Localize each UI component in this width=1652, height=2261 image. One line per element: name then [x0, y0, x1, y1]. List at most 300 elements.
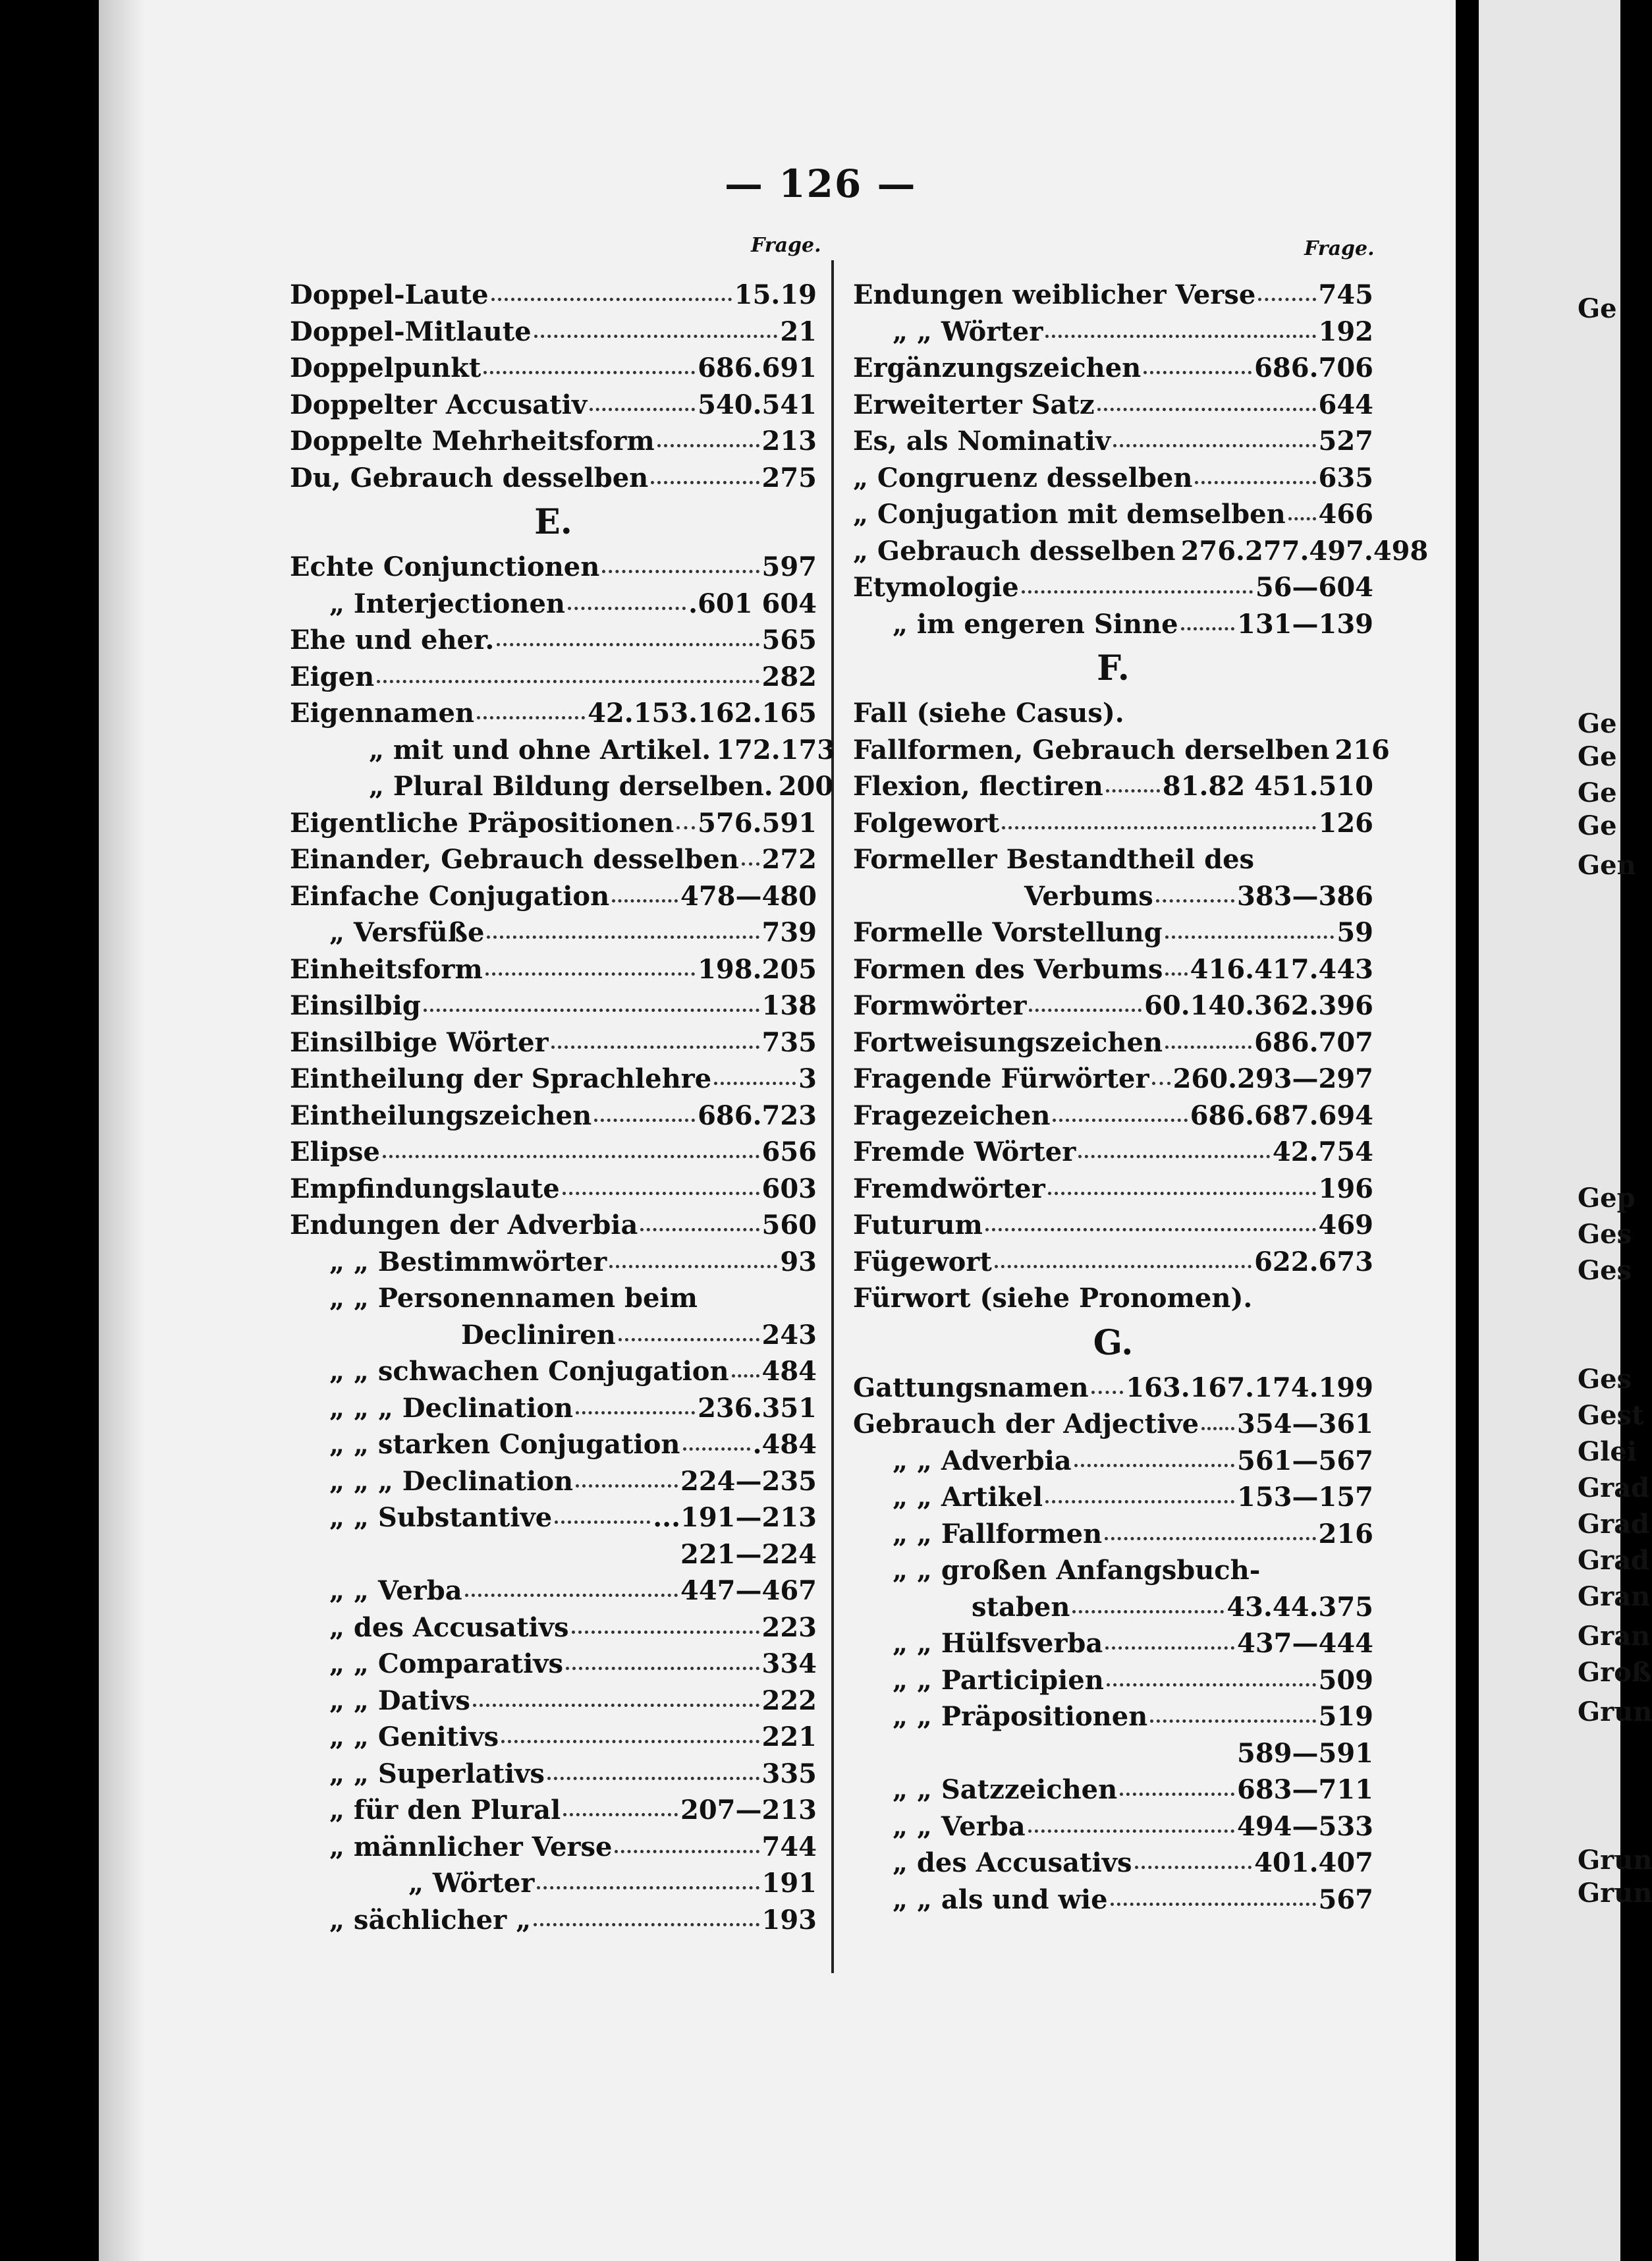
dot-leader — [1111, 1903, 1316, 1906]
dot-leader — [1029, 1009, 1142, 1012]
index-entry — [290, 1792, 817, 1829]
dot-leader — [612, 899, 678, 903]
entry-term: Einheitsform — [290, 953, 483, 985]
entry-term: Du, Gebrauch desselben — [290, 462, 649, 493]
entry-question-numbers: 744 — [761, 1831, 817, 1862]
dot-leader — [619, 1338, 759, 1341]
index-entry — [853, 1370, 1373, 1407]
entry-term: „ „ Bestimmwörter — [329, 1246, 607, 1277]
entry-term: Fallformen, Gebrauch derselben — [853, 734, 1330, 766]
entry-term: „ im engeren Sinne — [893, 608, 1178, 640]
index-entry — [290, 549, 817, 586]
dot-leader — [985, 1228, 1316, 1231]
entry-term: Decliniren — [461, 1319, 616, 1351]
dot-leader — [487, 935, 759, 939]
entry-question-numbers: 447—467 — [680, 1575, 817, 1606]
dot-leader — [547, 1777, 759, 1780]
edge-fragment: Ge — [1578, 777, 1617, 808]
entry-term: Fall (siehe Casus). — [853, 698, 1124, 729]
entry-question-numbers: ...191—213 — [653, 1502, 817, 1533]
index-entry — [290, 1024, 817, 1061]
dot-leader — [1028, 1829, 1234, 1833]
entry-question-numbers: 43.44.375 — [1226, 1591, 1373, 1623]
entry-question-numbers: 686.707 — [1254, 1026, 1373, 1058]
entry-term: Flexion, flectiren — [853, 771, 1103, 802]
index-entry — [853, 805, 1373, 842]
entry-term: Doppelter Accusativ — [290, 389, 588, 420]
dot-leader — [1165, 972, 1187, 976]
entry-question-numbers: 644 — [1318, 389, 1373, 420]
entry-question-numbers: .484 — [752, 1429, 817, 1460]
entry-term: Eigentliche Präpositionen — [290, 807, 675, 839]
entry-question-numbers: 243 — [761, 1319, 817, 1351]
dot-leader — [1053, 1119, 1187, 1122]
entry-term: Doppel-Laute — [290, 279, 489, 310]
index-entry — [853, 1024, 1373, 1061]
index-entry — [853, 695, 1373, 732]
dot-leader — [1165, 935, 1335, 939]
entry-term: Doppelpunkt — [290, 352, 482, 383]
edge-fragment: Grad — [1578, 1472, 1650, 1503]
index-entry — [290, 659, 817, 696]
dot-leader — [477, 716, 585, 719]
dot-leader — [534, 335, 778, 338]
entry-term: „ Versfüße — [329, 917, 485, 948]
index-entry — [853, 1134, 1373, 1171]
dot-leader — [576, 1484, 678, 1488]
entry-question-numbers: 565 — [761, 625, 817, 656]
entry-question-numbers: 192 — [1318, 316, 1373, 347]
dot-leader — [742, 862, 759, 866]
entry-term: „ „ Verba — [329, 1575, 462, 1606]
entry-question-numbers: 334 — [761, 1648, 817, 1679]
index-entry — [290, 695, 817, 732]
edge-fragment: Grun — [1578, 1878, 1652, 1909]
entry-term: Etymologie — [853, 572, 1019, 603]
index-entry — [853, 878, 1373, 915]
dot-leader — [1072, 1610, 1224, 1613]
entry-question-numbers: 484 — [761, 1356, 817, 1387]
dot-leader — [1091, 1391, 1124, 1394]
index-entry — [290, 1646, 817, 1683]
index-entry — [290, 1207, 817, 1244]
dot-leader — [1181, 627, 1234, 630]
entry-term: Futurum — [853, 1210, 983, 1241]
entry-term: Fügewort — [853, 1246, 992, 1277]
entry-question-numbers: 335 — [761, 1758, 817, 1789]
index-entry — [290, 314, 817, 350]
entry-question-numbers: 603 — [761, 1173, 817, 1204]
edge-fragment: Ges — [1578, 1219, 1632, 1250]
index-entry — [853, 1882, 1373, 1918]
dot-leader — [1156, 899, 1234, 903]
index-entry — [853, 606, 1373, 643]
entry-question-numbers: 81.82 451.510 — [1162, 771, 1373, 802]
entry-question-numbers: 576.591 — [698, 807, 817, 839]
entry-term: Doppelte Mehrheitsform — [290, 426, 655, 457]
index-entry — [853, 1589, 1373, 1626]
entry-question-numbers: 519 — [1318, 1701, 1373, 1732]
entry-term: Fortweisungszeichen — [853, 1026, 1163, 1058]
index-entry — [290, 1683, 817, 1719]
dot-leader — [1107, 1683, 1316, 1687]
index-entry — [853, 1061, 1373, 1098]
entry-question-numbers: 494—533 — [1237, 1810, 1373, 1842]
index-entry — [290, 277, 817, 314]
edge-fragment: Ge — [1578, 708, 1617, 739]
index-entry — [853, 387, 1373, 424]
index-entry — [290, 1244, 817, 1281]
entry-question-numbers: 527 — [1318, 426, 1373, 457]
entry-term: Empfindungslaute — [290, 1173, 560, 1204]
entry-question-numbers: 172.173 — [716, 734, 836, 766]
edge-fragment: Ge — [1578, 810, 1617, 841]
dot-leader — [1002, 826, 1315, 829]
index-entry — [853, 1207, 1373, 1244]
entry-question-numbers: 560 — [761, 1210, 817, 1241]
entry-question-numbers: 196 — [1318, 1173, 1373, 1204]
index-entry — [853, 569, 1373, 606]
edge-fragment: Gran — [1578, 1621, 1651, 1652]
edge-fragment: Gep — [1578, 1183, 1636, 1214]
index-entry — [853, 1662, 1373, 1699]
entry-question-numbers: 42.153.162.165 — [588, 698, 817, 729]
index-entry — [290, 423, 817, 460]
entry-question-numbers: 686.706 — [1254, 352, 1373, 383]
entry-term: Eigennamen — [290, 698, 475, 729]
edge-fragment: Grun — [1578, 1845, 1652, 1876]
dot-leader — [563, 1813, 678, 1816]
column-divider — [831, 260, 834, 1973]
entry-term: „ „ Fallformen — [893, 1518, 1103, 1549]
index-entry — [290, 768, 834, 805]
dot-leader — [1074, 1464, 1234, 1467]
dot-leader — [683, 1447, 750, 1451]
index-column-left — [290, 277, 836, 1938]
index-entry — [290, 1171, 817, 1208]
index-entry — [853, 1698, 1373, 1735]
entry-term: Elipse — [290, 1136, 380, 1167]
dot-leader — [424, 1009, 759, 1012]
dot-leader — [651, 481, 759, 484]
entry-term: „ Wörter — [408, 1868, 535, 1899]
dot-leader — [566, 1667, 759, 1670]
entry-question-numbers: 567 — [1318, 1884, 1373, 1915]
dot-leader — [1135, 1866, 1252, 1869]
entry-question-numbers: 622.673 — [1254, 1246, 1373, 1277]
entry-term: „ „ „ Declination — [329, 1465, 574, 1497]
entry-question-numbers: 466 — [1318, 499, 1373, 530]
entry-question-numbers: 221 — [761, 1721, 817, 1752]
entry-term: „ „ Artikel — [893, 1482, 1043, 1513]
entry-term: Einsilbig — [290, 990, 421, 1021]
dot-leader — [485, 972, 695, 976]
dot-leader — [615, 1850, 759, 1853]
entry-term: Formeller Bestandtheil des — [853, 844, 1255, 875]
entry-question-numbers: 656 — [761, 1136, 817, 1167]
entry-term: „ für den Plural — [329, 1795, 561, 1826]
index-entry — [290, 1353, 817, 1390]
index-entry — [853, 1625, 1373, 1662]
index-entry — [853, 314, 1373, 350]
index-entry — [290, 914, 817, 951]
entry-question-numbers: 686.723 — [698, 1100, 817, 1131]
dot-leader — [657, 444, 759, 447]
index-entry — [853, 1280, 1373, 1317]
edge-fragment: Gran — [1578, 1581, 1651, 1612]
entry-term: „ „ als und wie — [893, 1884, 1108, 1915]
dot-leader — [491, 298, 732, 301]
entry-question-numbers: 509 — [1318, 1664, 1373, 1696]
index-entry — [853, 1552, 1373, 1589]
entry-question-numbers: 540.541 — [698, 389, 817, 420]
index-entry — [290, 1280, 817, 1317]
index-entry — [290, 1499, 817, 1536]
entry-term: Fremde Wörter — [853, 1136, 1076, 1167]
dot-leader — [1106, 789, 1160, 793]
index-entry — [853, 1244, 1373, 1281]
entry-question-numbers: 216 — [1318, 1518, 1373, 1549]
entry-term: Formelle Vorstellung — [853, 917, 1163, 948]
entry-question-numbers: 478—480 — [680, 880, 817, 912]
edge-fragment: Ge — [1578, 741, 1617, 772]
index-entry — [290, 1061, 817, 1098]
section-letter: G. — [1093, 1322, 1134, 1363]
dot-leader — [465, 1594, 678, 1597]
entry-term: Fragende Fürwörter — [853, 1063, 1149, 1094]
index-entry — [853, 350, 1373, 387]
index-entry — [853, 533, 1429, 570]
dot-leader — [1165, 1046, 1252, 1049]
entry-term: Eintheilung der Sprachlehre — [290, 1063, 712, 1094]
index-entry — [853, 1845, 1373, 1882]
index-entry — [290, 622, 817, 659]
dot-leader — [1288, 517, 1316, 520]
edge-fragment: Gen — [1578, 850, 1636, 881]
entry-term: „ Plural Bildung derselben. — [369, 771, 773, 802]
dot-leader — [555, 1521, 650, 1524]
entry-term: „ „ Superlativs — [329, 1758, 545, 1789]
entry-term: „ Gebrauch desselben — [853, 535, 1176, 567]
entry-term: Ehe und eher. — [290, 625, 495, 656]
dot-leader — [576, 1411, 695, 1414]
entry-term: „ „ starken Conjugation — [329, 1429, 680, 1460]
entry-question-numbers: 163.167.174.199 — [1126, 1372, 1373, 1403]
index-entry — [290, 387, 817, 424]
index-entry — [853, 277, 1373, 314]
dot-leader — [1048, 1192, 1316, 1195]
index-entry — [853, 1808, 1373, 1845]
index-entry — [290, 805, 817, 842]
index-entry — [853, 732, 1390, 769]
edge-fragment: Gest — [1578, 1400, 1644, 1431]
entry-term: Einander, Gebrauch desselben — [290, 844, 739, 875]
index-entry — [290, 1317, 817, 1354]
index-entry — [290, 1573, 817, 1609]
dot-leader — [537, 1886, 759, 1889]
entry-term: „ „ Präpositionen — [893, 1701, 1148, 1732]
dot-leader — [1045, 335, 1315, 338]
index-entry — [853, 1098, 1373, 1134]
entry-term: „ „ „ Declination — [329, 1392, 574, 1424]
entry-term: Formen des Verbums — [853, 953, 1163, 985]
index-entry — [853, 1406, 1373, 1443]
entry-term: Einsilbige Wörter — [290, 1026, 549, 1058]
edge-fragment: Ge — [1578, 293, 1617, 324]
index-entry — [290, 586, 817, 623]
entry-question-numbers: 416.417.443 — [1190, 953, 1373, 985]
entry-question-numbers: 131—139 — [1237, 608, 1373, 640]
dot-leader — [676, 826, 695, 829]
entry-question-numbers: 597 — [761, 551, 817, 582]
dot-leader — [732, 1374, 759, 1378]
entry-question-numbers: 198.205 — [698, 953, 817, 985]
edge-fragment: Grad — [1578, 1545, 1650, 1576]
index-entry — [290, 878, 817, 915]
entry-question-numbers: 59 — [1336, 917, 1373, 948]
entry-term: „ „ großen Anfangsbuch- — [893, 1555, 1261, 1586]
dot-leader — [594, 1119, 695, 1122]
entry-term: Folgewort — [853, 807, 1000, 839]
edge-fragment: Ges — [1578, 1364, 1632, 1395]
index-column-right — [853, 277, 1429, 1918]
index-entry — [290, 1719, 817, 1756]
section-letter: F. — [1097, 648, 1130, 688]
entry-term: „ „ Genitivs — [329, 1721, 499, 1752]
dot-leader — [995, 1265, 1252, 1268]
index-entry — [853, 1171, 1373, 1208]
entry-term: „ mit und ohne Artikel. — [369, 734, 711, 766]
dot-leader — [377, 680, 759, 683]
index-entry — [290, 350, 817, 387]
entry-term: „ „ Satzzeichen — [893, 1774, 1118, 1805]
entry-question-numbers: 635 — [1318, 462, 1373, 493]
entry-term: Gattungsnamen — [853, 1372, 1089, 1403]
index-entry — [290, 988, 817, 1024]
entry-question-numbers: 191 — [761, 1868, 817, 1899]
dot-leader — [1097, 408, 1316, 411]
entry-term: Doppel-Mitlaute — [290, 316, 532, 347]
dot-leader — [1195, 481, 1315, 484]
index-entry — [853, 1479, 1373, 1516]
index-entry — [853, 1772, 1373, 1808]
entry-question-numbers: 153—157 — [1237, 1482, 1373, 1513]
dot-leader — [1105, 1646, 1234, 1650]
entry-question-numbers: 3 — [798, 1063, 817, 1094]
index-entry — [290, 1098, 817, 1134]
entry-question-numbers: .601 604 — [688, 588, 817, 619]
index-entry — [290, 951, 817, 988]
dot-leader — [1150, 1719, 1315, 1723]
index-entry — [290, 1134, 817, 1171]
entry-term: „ des Accusativs — [893, 1847, 1132, 1878]
entry-question-numbers: 138 — [761, 990, 817, 1021]
entry-term: „ „ Verba — [893, 1810, 1026, 1842]
entry-question-numbers: 686.691 — [698, 352, 817, 383]
entry-question-numbers: 207—213 — [680, 1795, 817, 1826]
entry-term: „ „ schwachen Conjugation — [329, 1356, 729, 1387]
index-entry — [290, 1865, 817, 1902]
dot-leader — [640, 1228, 759, 1231]
index-entry — [290, 460, 817, 497]
entry-question-numbers: 200 — [778, 771, 834, 802]
entry-question-numbers: 469 — [1318, 1210, 1373, 1241]
entry-question-numbers: 60.140.362.396 — [1144, 990, 1373, 1021]
entry-term: Formwörter — [853, 990, 1027, 1021]
entry-term: Endungen der Adverbia — [290, 1210, 638, 1241]
entry-term: Endungen weiblicher Verse — [853, 279, 1256, 310]
entry-question-numbers: 222 — [761, 1685, 817, 1716]
edge-fragment: Groß — [1578, 1657, 1652, 1688]
dot-leader — [1022, 590, 1253, 594]
entry-question-numbers: 282 — [761, 661, 817, 692]
dot-leader — [483, 371, 695, 374]
index-entry — [290, 732, 836, 769]
entry-question-numbers: 589—591 — [1237, 1737, 1373, 1769]
entry-term: „ sächlicher „ — [329, 1904, 532, 1936]
entry-question-numbers: 42.754 — [1272, 1136, 1373, 1167]
index-entry — [853, 423, 1373, 460]
entry-term: „ „ Dativs — [329, 1685, 470, 1716]
right-column-header: Frage. — [1304, 237, 1375, 260]
dot-leader — [602, 570, 759, 573]
entry-term: „ „ Wörter — [893, 316, 1043, 347]
entry-term: staben — [972, 1591, 1070, 1623]
entry-term: „ „ Hülfsverba — [893, 1628, 1103, 1659]
entry-question-numbers: 745 — [1318, 279, 1373, 310]
dot-leader — [1113, 444, 1315, 447]
entry-term: Einfache Conjugation — [290, 880, 610, 912]
entry-term: „ „ Participien — [893, 1664, 1104, 1696]
entry-term: Fremdwörter — [853, 1173, 1045, 1204]
entry-question-numbers: 93 — [780, 1246, 817, 1277]
index-entry — [853, 841, 1373, 878]
entry-question-numbers: 739 — [761, 917, 817, 948]
entry-term: „ „ Comparativs — [329, 1648, 564, 1679]
dot-leader — [572, 1631, 759, 1634]
entry-term: Eintheilungszeichen — [290, 1100, 592, 1131]
index-entry — [290, 1829, 817, 1866]
entry-question-numbers: 437—444 — [1237, 1628, 1373, 1659]
entry-term: Verbums — [1024, 880, 1153, 912]
index-entry — [853, 988, 1373, 1024]
entry-term: „ „ Substantive — [329, 1502, 553, 1533]
edge-fragment: Grun — [1578, 1696, 1652, 1727]
index-entry — [853, 1516, 1373, 1553]
dot-leader — [1120, 1793, 1234, 1796]
entry-question-numbers: 735 — [761, 1026, 817, 1058]
edge-fragment: Ges — [1578, 1255, 1632, 1286]
entry-term: Erweiterter Satz — [853, 389, 1095, 420]
entry-term: „ Interjectionen — [329, 588, 565, 619]
dot-leader — [563, 1192, 759, 1195]
index-entry — [290, 1390, 817, 1427]
entry-question-numbers: 236.351 — [698, 1392, 817, 1424]
dot-leader — [497, 643, 759, 646]
entry-term: Fragezeichen — [853, 1100, 1051, 1131]
dot-leader — [1152, 1082, 1170, 1085]
entry-question-numbers: 275 — [761, 462, 817, 493]
entry-question-numbers: 126 — [1318, 807, 1373, 839]
entry-question-numbers: 276.277.497.498 — [1180, 535, 1429, 567]
dot-leader — [1045, 1500, 1234, 1503]
entry-question-numbers: 216 — [1335, 734, 1390, 766]
dot-leader — [714, 1082, 796, 1085]
entry-question-numbers: 383—386 — [1237, 880, 1373, 912]
dot-leader — [1078, 1155, 1270, 1158]
index-entry — [853, 1443, 1373, 1480]
edge-fragment: Glei — [1578, 1436, 1637, 1467]
